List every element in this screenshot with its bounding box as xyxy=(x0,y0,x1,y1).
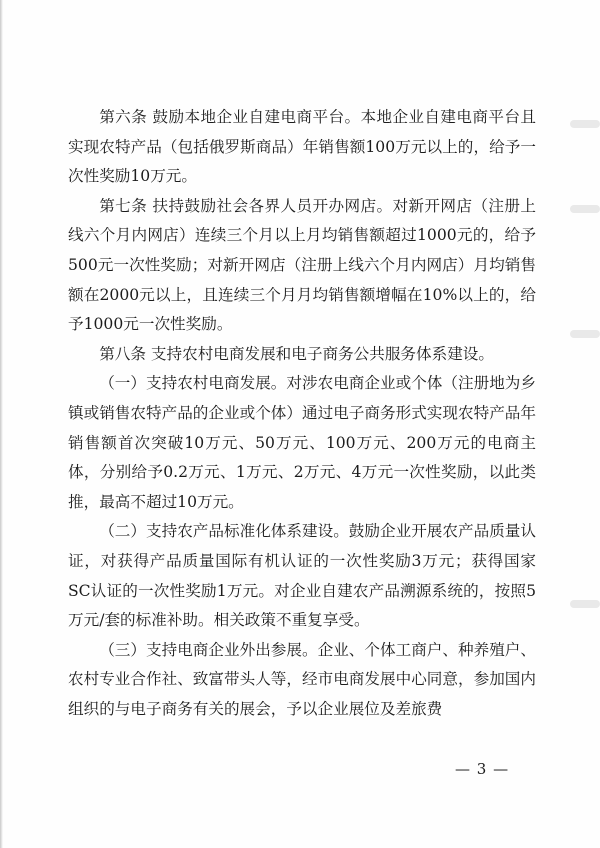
page-number: — 3 — xyxy=(455,760,510,778)
article-8-heading: 第八条 支持农村电商发展和电子商务公共服务体系建设。 xyxy=(99,344,494,363)
bleed-through-mark xyxy=(570,120,600,128)
scan-edge xyxy=(0,0,3,848)
bleed-through-mark xyxy=(570,330,600,338)
document-body xyxy=(68,103,536,724)
bleed-through-mark xyxy=(570,205,600,213)
article-8-item-3: （三）支持电商企业外出参展。企业、个体工商户、种养殖户、农村专业合作社、致富带头人等，经市电商发展中心同意，参加国内组织的与电子商务有关的展会，予以企业展位及差旅费 xyxy=(68,640,536,718)
article-8-item-1: （一）支持农村电商发展。对涉农电商企业或个体（注册地为乡镇或销售农特产品的企业或个体）通过电子商务形式实现农特产品年销售额首次突破10万元、50万元、100万元、200万元的电商主体，分别给予0.2万元、1万元、2万元、4万元一次性奖励，以此类推，最高不超过10万元。 xyxy=(68,374,536,511)
article-6-paragraph: 第六条 鼓励本地企业自建电商平台。本地企业自建电商平台且实现农特产品（包括俄罗斯商品）年销售额100万元以上的，给予一次性奖励10万元。 xyxy=(68,108,536,186)
bleed-through-mark xyxy=(570,600,600,608)
article-7-paragraph: 第七条 扶持鼓励社会各界人员开办网店。对新开网店（注册上线六个月内网店）连续三个月以上月均销售额超过1000元的，给予500元一次性奖励；对新开网店（注册上线六个月内网店）月均销售额在2000元以上，且连续三个月月均销售额增幅在10%以上的，给予1000元一次性奖励。 xyxy=(68,196,536,334)
article-8-item-2: （二）支持农产品标准化体系建设。鼓励企业开展农产品质量认证，对获得产品质量国际有机认证的一次性奖励3万元；获得国家SC认证的一次性奖励1万元。对企业自建农产品溯源系统的，按照5万元/套的标准补助。相关政策不重复享受。 xyxy=(68,522,536,630)
